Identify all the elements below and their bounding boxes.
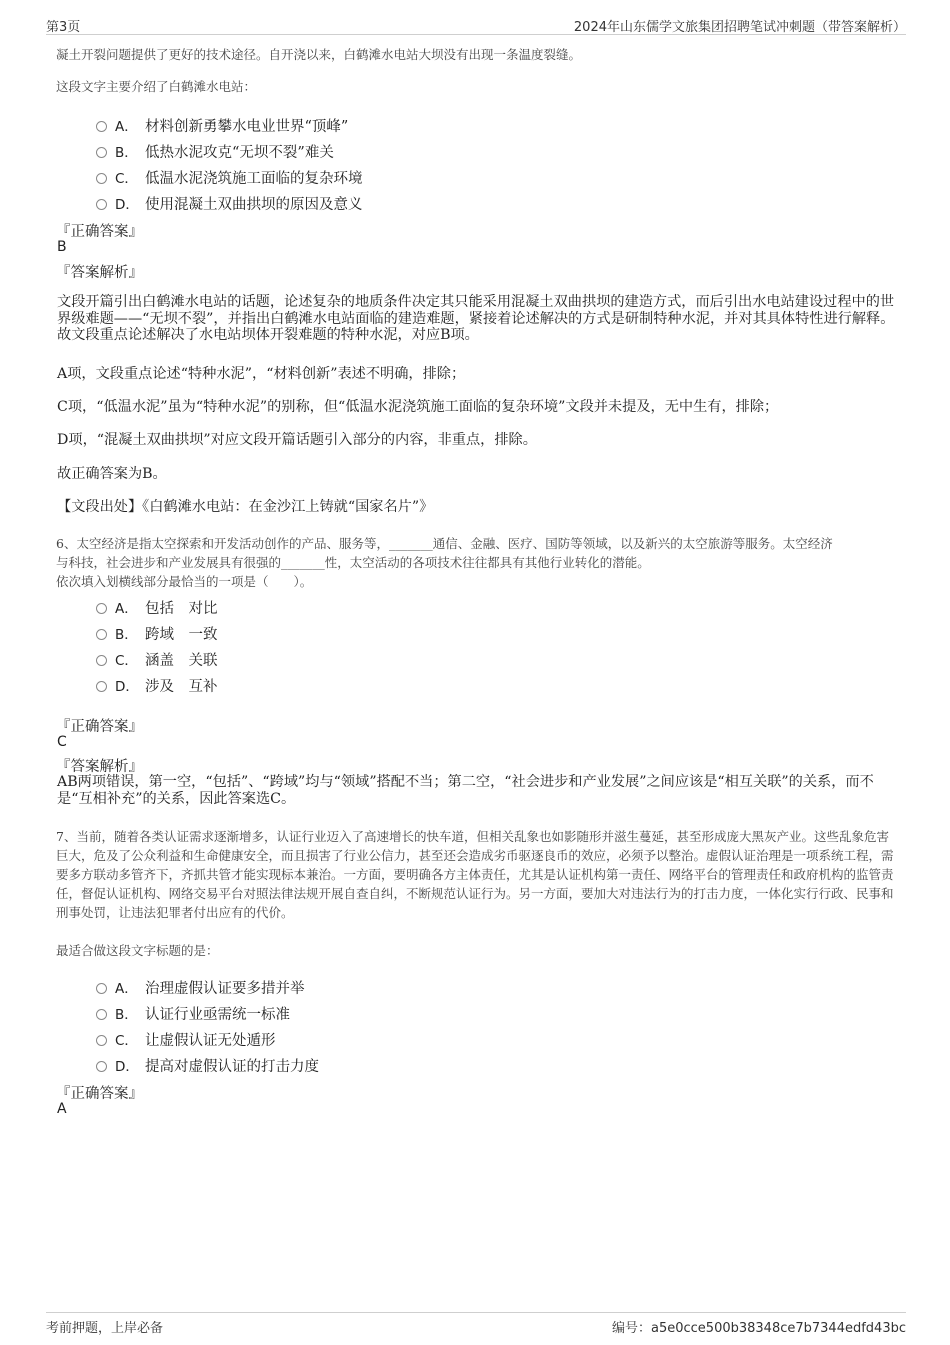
q5-answer-label: 『正确答案』	[56, 224, 143, 240]
q7-option-a[interactable]: A． 治理虚假认证要多措并举	[96, 977, 305, 999]
radio-icon[interactable]	[96, 199, 107, 210]
radio-icon[interactable]	[96, 121, 107, 132]
q7-option-d[interactable]: D． 提高对虚假认证的打击力度	[96, 1055, 319, 1077]
footer-slogan: 考前押题，上岸必备	[46, 1321, 164, 1336]
q5-option-b[interactable]: B． 低热水泥攻克“无坝不裂”难关	[96, 141, 334, 163]
radio-icon[interactable]	[96, 629, 107, 640]
radio-icon[interactable]	[96, 983, 107, 994]
q6-option-b[interactable]: B． 跨域 一致	[96, 623, 218, 645]
radio-icon[interactable]	[96, 1035, 107, 1046]
q6-text-line1: 6、太空经济是指太空探索和开发活动创作的产品、服务等，_______通信、金融、医疗、国防等领域，以及新兴的太空旅游等服务。太空经济	[56, 536, 833, 551]
page-footer	[46, 1312, 906, 1335]
radio-icon[interactable]	[96, 173, 107, 184]
q7-option-b[interactable]: B． 认证行业亟需统一标准	[96, 1003, 290, 1025]
q6-option-c[interactable]: C． 涵盖 关联	[96, 649, 218, 671]
q5-analysis-paragraph: 文段开篇引出白鹤滩水电站的话题，论述复杂的地质条件决定其只能采用混凝土双曲拱坝的建造方式，而后引出水电站建设过程中的世界级难题——“无坝不裂”，并指出白鹤滩水电站面临的建造难题，紧接着论述解决的方式是研制特种水泥，并对其具体特性进行解释。故文段重点论述解决了水电站坝体开裂难题的特种水泥，对应B项。	[57, 294, 895, 343]
radio-icon[interactable]	[96, 147, 107, 158]
page-number: 第3页	[46, 20, 81, 35]
q6-option-d[interactable]: D． 涉及 互补	[96, 675, 218, 697]
q5-analysis-a: A项，文段重点论述“特种水泥”，“材料创新”表述不明确，排除；	[57, 366, 466, 382]
q5-analysis-label: 『答案解析』	[56, 265, 143, 281]
radio-icon[interactable]	[96, 603, 107, 614]
page-header	[46, 14, 906, 35]
q5-prompt: 这段文字主要介绍了白鹤滩水电站：	[56, 79, 257, 94]
radio-icon[interactable]	[96, 655, 107, 666]
q5-analysis-d: D项，“混凝土双曲拱坝”对应文段开篇话题引入部分的内容，非重点，排除。	[57, 432, 537, 448]
q5-analysis-c: C项，“低温水泥”虽为“特种水泥”的别称，但“低温水泥浇筑施工面临的复杂环境”文段并未提及，无中生有，排除；	[57, 399, 779, 415]
radio-icon[interactable]	[96, 681, 107, 692]
q7-option-c[interactable]: C． 让虚假认证无处遁形	[96, 1029, 276, 1051]
q6-analysis-label: 『答案解析』	[56, 759, 143, 775]
q6-text-line3: 依次填入划横线部分最恰当的一项是（ ）。	[56, 574, 313, 589]
radio-icon[interactable]	[96, 1061, 107, 1072]
q5-intro-tail: 凝土开裂问题提供了更好的技术途径。自开浇以来，白鹤滩水电站大坝没有出现一条温度裂缝。	[56, 47, 582, 62]
q6-answer: C	[57, 734, 67, 750]
q5-source: 【文段出处】《白鹤滩水电站：在金沙江上铸就“国家名片”》	[57, 499, 434, 515]
q6-option-a[interactable]: A． 包括 对比	[96, 597, 218, 619]
q7-answer: A	[57, 1101, 67, 1117]
q5-analysis-conclusion: 故正确答案为B。	[57, 466, 167, 482]
document-code: 编号：a5e0cce500b38348ce7b7344edfd43bc	[611, 1321, 906, 1336]
q5-option-d[interactable]: D． 使用混凝土双曲拱坝的原因及意义	[96, 193, 363, 215]
q7-text: 7、当前，随着各类认证需求逐渐增多，认证行业迈入了高速增长的快车道，但相关乱象也如影随形并滋生蔓延，甚至形成庞大黑灰产业。这些乱象危害巨大，危及了公众利益和生命健康安全，而且损害了行业公信力，甚至还会造成劣币驱逐良币的效应，必须予以整治。虚假认证治理是一项系统工程，需要多方联动多管齐下，齐抓共管才能实现标本兼治。一方面，要明确各方主体责任，尤其是认证机构第一责任、网络平台的管理责任和政府机构的监管责任，督促认证机构、网络交易平台对照法律法规开展自查自纠，不断规范认证行为。另一方面，要加大对违法行为的打击力度，一体化实行行政、民事和刑事处罚，让违法犯罪者付出应有的代价。	[56, 829, 894, 920]
q6-text-line2: 与科技，社会进步和产业发展具有很强的_______性，太空活动的各项技术往往都具有其他行业转化的潜能。	[56, 555, 650, 570]
q6-answer-label: 『正确答案』	[56, 719, 143, 735]
document-title: 2024年山东儒学文旅集团招聘笔试冲刺题（带答案解析）	[573, 20, 906, 35]
q7-prompt: 最适合做这段文字标题的是：	[56, 943, 219, 958]
q6-analysis: AB两项错误，第一空，“包括”、“跨域”均与“领域”搭配不当；第二空，“社会进步和产业发展”之间应该是“相互关联”的关系，而不是“互相补充”的关系，因此答案选C。	[57, 774, 874, 807]
q5-option-a[interactable]: A． 材料创新勇攀水电业世界“顶峰”	[96, 115, 348, 137]
radio-icon[interactable]	[96, 1009, 107, 1020]
q7-answer-label: 『正确答案』	[56, 1086, 143, 1102]
q5-answer: B	[57, 239, 67, 255]
q5-option-c[interactable]: C． 低温水泥浇筑施工面临的复杂环境	[96, 167, 363, 189]
